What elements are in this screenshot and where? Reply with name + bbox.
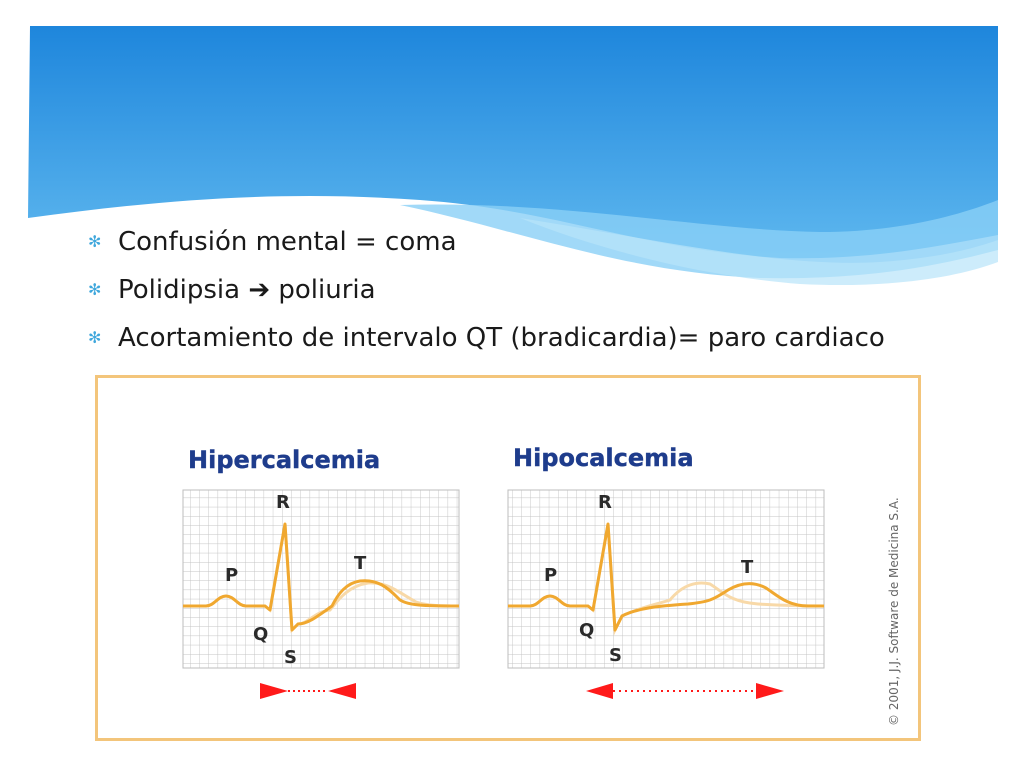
wave-label-s: S <box>609 645 622 666</box>
bullet-text: Confusión mental = coma <box>118 227 457 257</box>
asterisk-icon: ✻ <box>88 280 102 299</box>
ecg-figure <box>95 375 921 741</box>
qt-interval-arrow <box>586 683 784 699</box>
wave-label-q: Q <box>253 624 269 645</box>
bullet-text: Polidipsia <box>118 275 249 305</box>
wave-label-t: T <box>354 553 367 574</box>
bullet-item <box>88 266 885 314</box>
wave-label-p: P <box>544 565 558 586</box>
bullet-item <box>88 218 885 266</box>
bullet-item <box>88 314 885 362</box>
panel-title: Hipercalcemia <box>188 446 381 474</box>
bullet-text-continued: poliuria <box>270 275 376 305</box>
wave-label-r: R <box>276 492 290 513</box>
panel-title: Hipocalcemia <box>513 444 694 472</box>
right-arrow-icon: ➔ <box>248 275 271 305</box>
panel-hipocalcemia <box>508 444 824 699</box>
copyright-text: © 2001, J.J. Software de Medicina S.A. <box>887 497 901 726</box>
panel-hipercalcemia <box>183 446 459 699</box>
bullet-list <box>88 218 885 362</box>
bullet-text: Acortamiento de intervalo QT (bradicardia)= paro cardiaco <box>118 323 885 353</box>
wave-label-p: P <box>225 565 239 586</box>
wave-label-q: Q <box>579 620 595 641</box>
qt-interval-arrow <box>260 683 356 699</box>
wave-label-r: R <box>598 492 612 513</box>
wave-label-t: T <box>741 557 754 578</box>
wave-label-s: S <box>284 647 297 668</box>
asterisk-icon: ✻ <box>88 232 102 251</box>
asterisk-icon: ✻ <box>88 328 102 347</box>
ecg-diagram <box>98 378 918 738</box>
